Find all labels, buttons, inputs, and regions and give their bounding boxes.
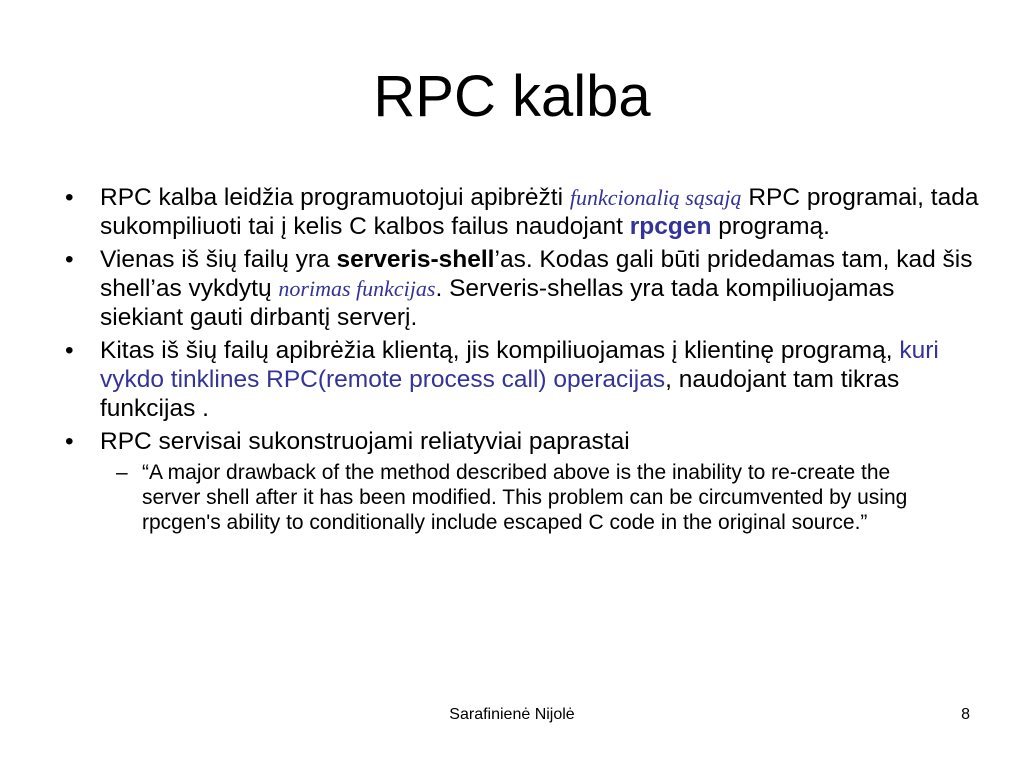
page-number: 8 [961,706,970,723]
bullet-text: RPC kalba leidžia programuotojui apibrėžti [100,184,570,211]
bullet-text: Kitas iš šių failų apibrėžia klientą, jis kompiliuojamas į klientinę programą, [100,337,900,364]
sub-bullet-quote: – “A major drawback of the method described above is the inability to re-create the server shell after it has been modified. This problem can be circumvented by using rpcgen's ability to conditionally include escaped C code in the original source.” [62,460,982,535]
bullet-text: ’as. Kodas gali būti pridedamas tam, kad šis shell’as vykdytų [100,246,973,302]
footer-author: Sarafinienė Nijolė [449,706,575,723]
bullet-text: programą. [711,213,830,240]
bullet-text: . Serveris-shellas yra tada kompiliuojamas siekiant gauti dirbantį serverį. [100,275,895,331]
bullet-text: RPC programai, tada sukompiliuoti tai į kelis C kalbos failus naudojant [100,184,979,240]
bullet-text: , naudojant tam tikras funkcijas . [100,366,900,422]
slide-body [62,183,982,535]
emphasis-link: kuri vykdo tinklines RPC(remote process call) operacijas [100,337,939,393]
bullet-item-3 [62,336,982,423]
bullet-item-2 [62,245,982,332]
bold-term: rpcgen [629,213,712,240]
slide-title: RPC kalba [373,64,651,129]
bold-term: serveris-shell [336,246,495,273]
bullet-item-1 [62,183,982,241]
bullet-item-4 [62,427,982,456]
bullet-text: RPC servisai sukonstruojami reliatyviai paprastai [100,428,630,455]
bullet-text: Vienas iš šių failų yra [100,246,337,273]
emphasis-link: norimas funkcijas [278,276,436,301]
emphasis-link: funkcionalią sąsają [569,185,742,210]
